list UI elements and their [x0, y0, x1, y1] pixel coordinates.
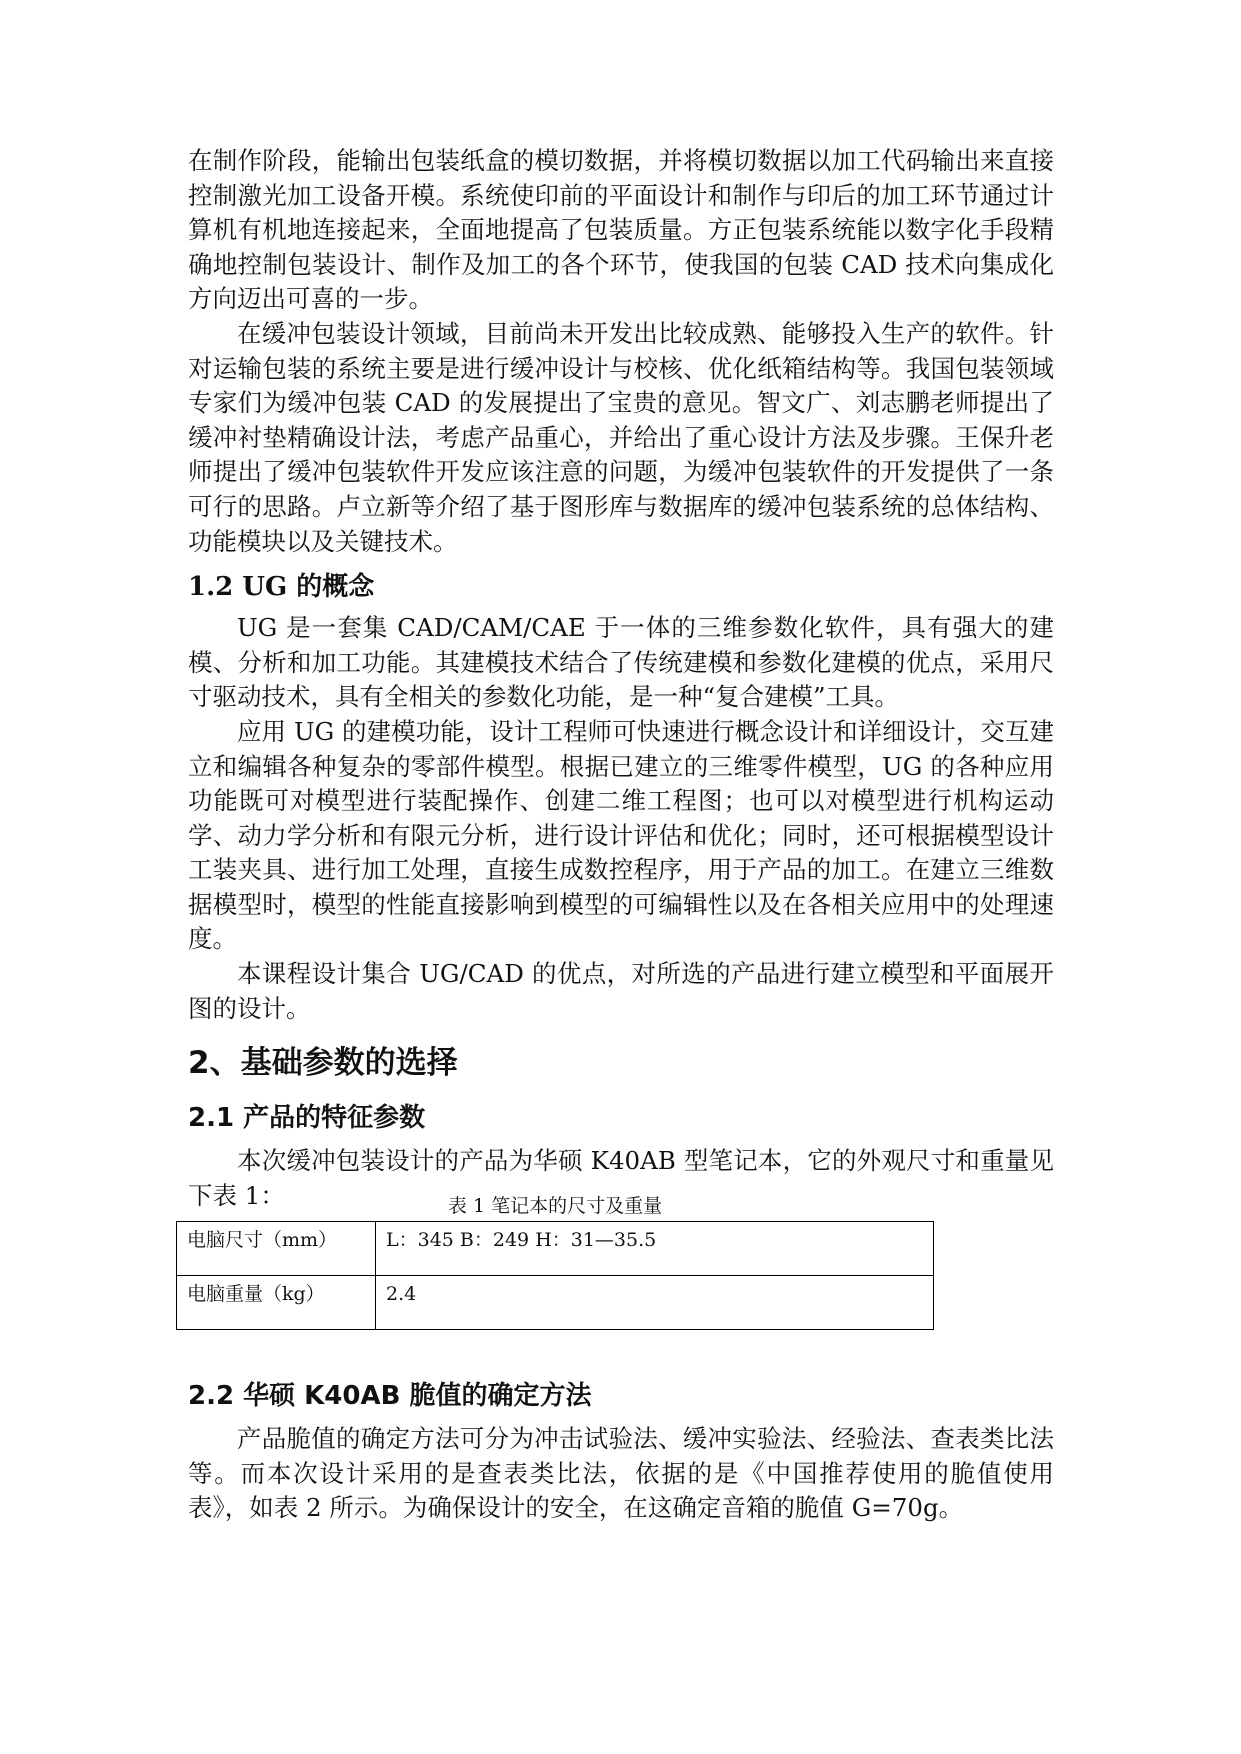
paragraph-ug-definition: UG 是一套集 CAD/CAM/CAE 于一体的三维参数化软件，具有强大的建模、分析和加工功能。其建模技术结合了传统建模和参数化建模的优点，采用尺寸驱动技术，具有全相关的参数化功能，是一种“复合建模”工具。 [188, 613, 1054, 712]
table-cell-value: L：345 B：249 H：31—35.5 [376, 1222, 934, 1276]
paragraph-cushion-packaging: 在缓冲包装设计领域，目前尚未开发出比较成熟、能够投入生产的软件。针对运输包装的系统主要是进行缓冲设计与校核、优化纸箱结构等。我国包装领域专家们为缓冲包装 CAD 的发展提出了宝贵的意见。智文广、刘志鹏老师提出了缓冲衬垫精确设计法，考虑产品重心，并给出了重心设计方法及步骤。王保升老师提出了缓冲包装软件开发应该注意的问题，为缓冲包装软件的开发提供了一条可行的思路。卢立新等介绍了基于图形库与数据库的缓冲包装系统的总体结构、功能模块以及关键技术。 [188, 318, 1054, 556]
heading-2: 2、基础参数的选择 [188, 1045, 458, 1082]
table-cell-label: 电脑尺寸（mm） [177, 1222, 376, 1276]
table-row [177, 1276, 934, 1330]
heading-2-1: 2.1 产品的特征参数 [188, 1103, 426, 1134]
heading-2-2: 2.2 华硕 K40AB 脆值的确定方法 [188, 1381, 592, 1411]
table-cell-label: 电脑重量（kg） [177, 1276, 376, 1330]
paragraph-course-design: 本课程设计集合 UG/CAD 的优点，对所选的产品进行建立模型和平面展开图的设计。 [188, 959, 1054, 1023]
document-page [188, 144, 1054, 1213]
section-2-2 [188, 1376, 1054, 1526]
table-row [177, 1222, 934, 1276]
paragraph-cad-packaging-system: 在制作阶段，能输出包装纸盒的模切数据，并将模切数据以加工代码输出来直接控制激光加工设备开模。系统使印前的平面设计和制作与印后的加工环节通过计算机有机地连接起来，全面地提高了包装质量。方正包装系统能以数字化手段精确地控制包装设计、制作及加工的各个环节，使我国的包装 CAD 技术向集成化方向迈出可喜的一步。 [188, 146, 1054, 314]
paragraph-product-intro: 本次缓冲包装设计的产品为华硕 K40AB 型笔记本，它的外观尺寸和重量见下表 1： [188, 1146, 1054, 1210]
table-cell-value: 2.4 [376, 1276, 934, 1330]
dimensions-weight-table [176, 1221, 934, 1330]
table-caption: 表 1 笔记本的尺寸及重量 [447, 1195, 663, 1217]
paragraph-ug-modeling: 应用 UG 的建模功能，设计工程师可快速进行概念设计和详细设计，交互建立和编辑各种复杂的零部件模型。根据已建立的三维零件模型，UG 的各种应用功能既可对模型进行装配操作、创建二维工程图；也可以对模型进行机构运动学、动力学分析和有限元分析，进行设计评估和优化；同时，还可根据模型设计工装夹具、进行加工处理，直接生成数控程序，用于产品的加工。在建立三维数据模型时，模型的性能直接影响到模型的可编辑性以及在各相关应用中的处理速度。 [188, 716, 1054, 954]
heading-1-2: 1.2 UG 的概念 [188, 572, 375, 603]
paragraph-fragility: 产品脆值的确定方法可分为冲击试验法、缓冲实验法、经验法、查表类比法等。而本次设计采用的是查表类比法，依据的是《中国推荐使用的脆值使用表》，如表 2 所示。为确保设计的安全，在这确定音箱的脆值 G=70g。 [188, 1424, 1054, 1523]
